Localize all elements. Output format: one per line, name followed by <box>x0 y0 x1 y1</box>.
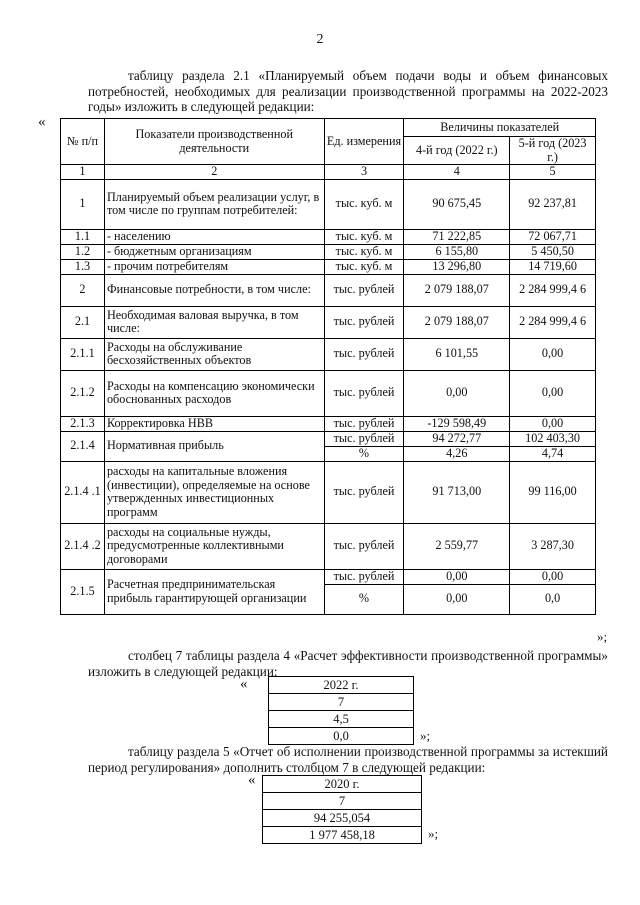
row-unit: тыс. куб. м <box>324 229 404 244</box>
row-num: 2.1.5 <box>61 569 105 614</box>
row-unit: тыс. куб. м <box>324 244 404 259</box>
table-row <box>61 523 596 569</box>
row-value-2023: 0,0 <box>510 584 596 614</box>
row-unit: тыс. рублей <box>324 370 404 416</box>
row-value-2022: 4,26 <box>404 446 510 461</box>
row-value-2022: 71 222,85 <box>404 229 510 244</box>
row-value-2023: 72 067,71 <box>510 229 596 244</box>
table-cell: 7 <box>263 793 422 810</box>
header-year-1: 4-й год (2022 г.) <box>404 137 510 165</box>
table-row <box>61 431 596 446</box>
table-close-quote: »; <box>597 629 608 644</box>
report-column-table <box>262 775 422 844</box>
row-num: 1.3 <box>61 259 105 274</box>
row-value-2023: 0,00 <box>510 416 596 431</box>
row-unit: тыс. куб. м <box>324 179 404 229</box>
row-unit: тыс. рублей <box>324 306 404 338</box>
header-year-2: 5-й год (2023 г.) <box>510 137 596 165</box>
row-num: 2.1.3 <box>61 416 105 431</box>
row-name: Нормативная прибыль <box>104 431 324 461</box>
paragraph-section-5: таблицу раздела 5 «Отчет об исполнении производственной программы за истекший период регулирования» дополнить столбцом 7 в следующей редакции: <box>88 744 608 775</box>
page-number: 2 <box>316 32 324 47</box>
row-value-2023: 5 450,50 <box>510 244 596 259</box>
row-value-2022: 0,00 <box>404 370 510 416</box>
row-name: Финансовые потребности, в том числе: <box>104 274 324 306</box>
row-value-2022: 0,00 <box>404 584 510 614</box>
table-row <box>61 179 596 229</box>
table-row <box>61 370 596 416</box>
row-value-2023: 0,00 <box>510 338 596 370</box>
row-name: - прочим потребителям <box>104 259 324 274</box>
table-row <box>61 274 596 306</box>
table-cell: 2020 г. <box>263 776 422 793</box>
row-value-2022: 13 296,80 <box>404 259 510 274</box>
row-unit: тыс. рублей <box>324 416 404 431</box>
row-value-2023: 2 284 999,4 6 <box>510 306 596 338</box>
row-value-2023: 2 284 999,4 6 <box>510 274 596 306</box>
row-num: 2 <box>61 274 105 306</box>
row-unit: тыс. рублей <box>324 569 404 584</box>
row-name: расходы на капитальные вложения (инвестиции), определяемые на основе утвержденных инвестиционных программ <box>104 461 324 523</box>
row-value-2022: 6 101,55 <box>404 338 510 370</box>
row-num: 2.1.4 .1 <box>61 461 105 523</box>
row-name: Планируемый объем реализации услуг, в том числе по группам потребителей: <box>104 179 324 229</box>
row-num: 2.1.1 <box>61 338 105 370</box>
header-values: Величины показателей <box>404 119 596 137</box>
row-name: расходы на социальные нужды, предусмотренные коллективными договорами <box>104 523 324 569</box>
intro-paragraph: таблицу раздела 2.1 «Планируемый объем подачи воды и объем финансовых потребностей, необходимых для реализации производственной программы на 2022-2023 годы» изложить в следующей редакции: <box>88 68 608 114</box>
row-num: 2.1.2 <box>61 370 105 416</box>
table-row <box>61 569 596 584</box>
table-close-quote: »; <box>420 728 431 743</box>
open-quote: « <box>248 772 256 788</box>
row-unit: тыс. рублей <box>324 274 404 306</box>
row-unit: тыс. рублей <box>324 523 404 569</box>
row-value-2023: 4,74 <box>510 446 596 461</box>
table-cell: 1 977 458,18 <box>263 827 422 844</box>
row-value-2022: 2 079 188,07 <box>404 274 510 306</box>
row-num: 1.2 <box>61 244 105 259</box>
table-row <box>61 229 596 244</box>
row-num: 1 <box>61 179 105 229</box>
row-value-2022: 91 713,00 <box>404 461 510 523</box>
row-value-2023: 102 403,30 <box>510 431 596 446</box>
row-value-2023: 3 287,30 <box>510 523 596 569</box>
row-name: Расчетная предпринимательская прибыль гарантирующей организации <box>104 569 324 614</box>
table-row <box>61 461 596 523</box>
row-num: 2.1.4 .2 <box>61 523 105 569</box>
row-unit: % <box>324 446 404 461</box>
table-cell: 2022 г. <box>269 677 414 694</box>
table-row <box>61 244 596 259</box>
efficiency-column-table <box>268 676 414 745</box>
row-num: 1.1 <box>61 229 105 244</box>
table-cell: 7 <box>269 694 414 711</box>
header-num: № п/п <box>61 119 105 165</box>
table-row <box>61 338 596 370</box>
table-row <box>61 259 596 274</box>
row-unit: тыс. рублей <box>324 431 404 446</box>
table-cell: 4,5 <box>269 711 414 728</box>
col-number: 1 <box>61 165 105 180</box>
row-name: - бюджетным организациям <box>104 244 324 259</box>
row-name: Корректировка НВВ <box>104 416 324 431</box>
row-value-2022: 2 079 188,07 <box>404 306 510 338</box>
col-number: 5 <box>510 165 596 180</box>
row-value-2023: 99 116,00 <box>510 461 596 523</box>
row-unit: тыс. рублей <box>324 338 404 370</box>
row-num: 2.1.4 <box>61 431 105 461</box>
table-cell: 94 255,054 <box>263 810 422 827</box>
row-unit: тыс. куб. м <box>324 259 404 274</box>
row-unit: % <box>324 584 404 614</box>
table-cell: 0,0 <box>269 728 414 745</box>
table-row <box>61 306 596 338</box>
header-indicator: Показатели производственной деятельности <box>104 119 324 165</box>
paragraph-section-4: столбец 7 таблицы раздела 4 «Расчет эффективности производственной программы» изложить в следующей редакции: <box>88 648 608 679</box>
row-value-2022: 6 155,80 <box>404 244 510 259</box>
row-name: - населению <box>104 229 324 244</box>
open-quote: « <box>38 114 46 130</box>
col-number: 2 <box>104 165 324 180</box>
row-name: Необходимая валовая выручка, в том числе: <box>104 306 324 338</box>
col-number: 3 <box>324 165 404 180</box>
row-value-2022: 2 559,77 <box>404 523 510 569</box>
row-value-2023: 92 237,81 <box>510 179 596 229</box>
row-value-2023: 0,00 <box>510 569 596 584</box>
row-unit: тыс. рублей <box>324 461 404 523</box>
header-unit: Ед. измерения <box>324 119 404 165</box>
column-number-row <box>61 165 596 180</box>
row-value-2023: 0,00 <box>510 370 596 416</box>
row-name: Расходы на компенсацию экономически обоснованных расходов <box>104 370 324 416</box>
row-value-2023: 14 719,60 <box>510 259 596 274</box>
open-quote: « <box>240 676 248 692</box>
financial-table <box>60 118 596 615</box>
row-value-2022: 94 272,77 <box>404 431 510 446</box>
row-name: Расходы на обслуживание бесхозяйственных объектов <box>104 338 324 370</box>
row-value-2022: 90 675,45 <box>404 179 510 229</box>
row-num: 2.1 <box>61 306 105 338</box>
table-close-quote: »; <box>428 826 439 841</box>
row-value-2022: 0,00 <box>404 569 510 584</box>
row-value-2022: -129 598,49 <box>404 416 510 431</box>
col-number: 4 <box>404 165 510 180</box>
table-row <box>61 416 596 431</box>
